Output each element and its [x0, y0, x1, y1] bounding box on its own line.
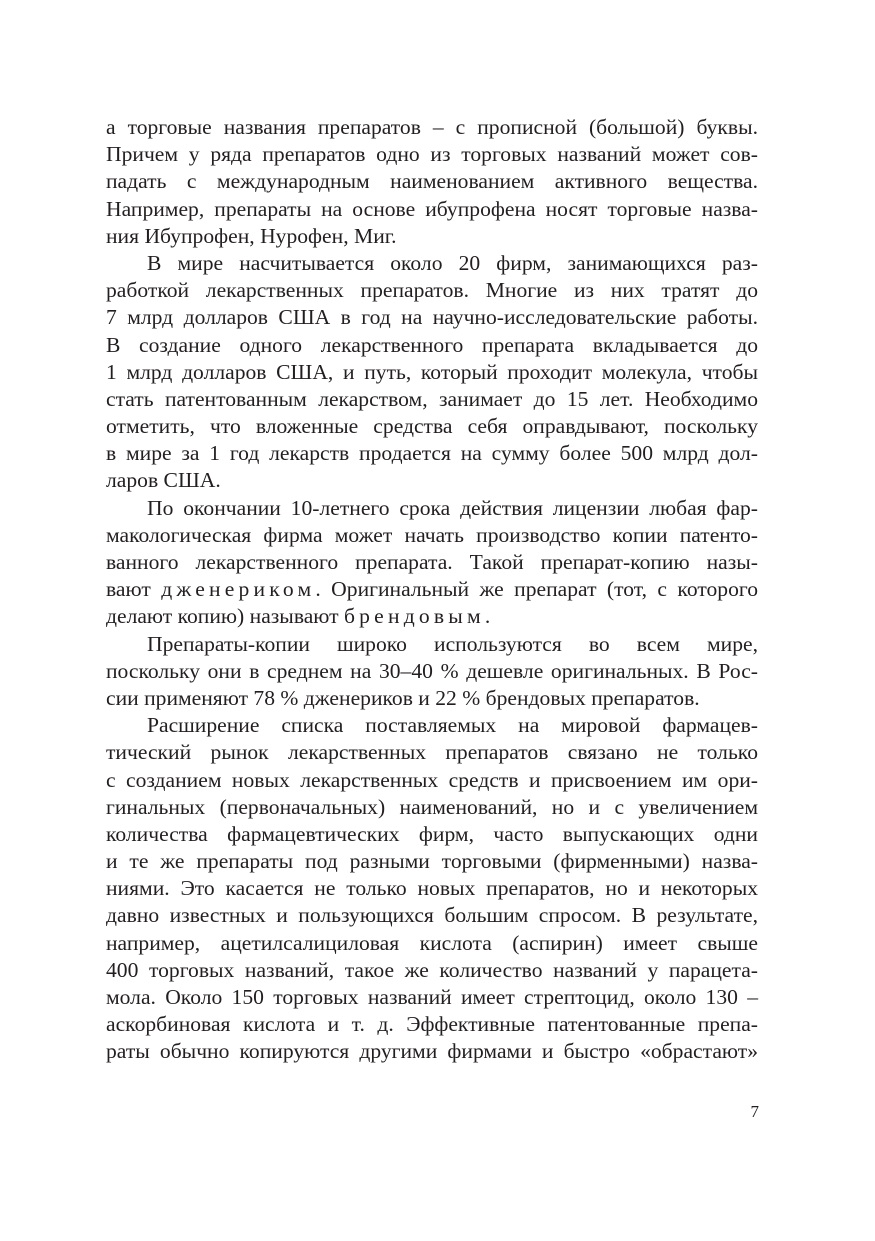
text-line: ния Ибупрофен, Нурофен, Миг.	[106, 223, 397, 248]
text-line: Расширение списка поставляемых на мировой фармацев-	[147, 713, 758, 738]
text-fragment: .	[484, 604, 491, 629]
text-line: мола. Около 150 торговых названий имеет стрептоцид, около 130 –	[106, 985, 758, 1009]
text-line: По окончании 10-летнего срока действия лицензии любая фар-	[147, 495, 758, 520]
text-line: поскольку они в среднем на 30–40 % дешевле оригинальных. В Рос-	[106, 658, 758, 683]
text-line: макологическая фирма может начать производство копии патенто-	[106, 522, 758, 547]
text-line: раты обычно копируются другими фирмами и быстро «обрастают»	[106, 1039, 758, 1064]
text-line: В создание одного лекарственного препарата вкладывается до	[106, 332, 758, 357]
text-line: Например, препараты на основе ибупрофена носят торговые назва-	[106, 196, 758, 221]
page-number: 7	[750, 1102, 759, 1121]
text-line: в мире за 1 год лекарств продается на сумму более 500 млрд дол-	[106, 441, 758, 466]
text-line: ларов США.	[106, 468, 221, 493]
text-line: сии применяют 78 % дженериков и 22 % брендовых препаратов.	[106, 685, 700, 710]
body-text	[106, 114, 758, 1066]
text-line: 7 млрд долларов США в год на научно-исследовательские работы.	[106, 305, 758, 330]
text-line: 400 торговых названий, такое же количество названий у парацета-	[106, 957, 758, 982]
text-line: тический рынок лекарственных препаратов связано не только	[106, 740, 758, 765]
text-line: Причем у ряда препаратов одно из торговых названий может сов-	[106, 142, 758, 167]
text-line: стать патентованным лекарством, занимает до 15 лет. Необходимо	[106, 386, 758, 411]
text-fragment: делают копию) называют	[106, 604, 344, 629]
text-line: гинальных (первоначальных) наименований, но и с увеличением	[106, 794, 758, 819]
text-line: Препараты-копии широко используются во всем мире,	[147, 631, 758, 656]
text-line	[106, 603, 758, 630]
text-line: количества фармацевтических фирм, часто выпускающих одни	[106, 821, 758, 846]
text-line: и те же препараты под разными торговыми (фирменными) назва-	[106, 849, 758, 874]
text-line: ванного лекарственного препарата. Такой препарат-копию назы-	[106, 550, 758, 574]
text-line: ниями. Это касается не только новых препаратов, но и некоторых	[106, 876, 758, 901]
text-line: 1 млрд долларов США, и путь, который проходит молекула, чтобы	[106, 359, 758, 384]
text-line: например, ацетилсалициловая кислота (аспирин) имеет свыше	[106, 930, 758, 955]
text-line: падать с международным наименованием активного вещества.	[106, 169, 758, 194]
text-line: с созданием новых лекарственных средств и присвоением им ори-	[106, 767, 758, 792]
text-line: работкой лекарственных препаратов. Многие из них тратят до	[106, 278, 758, 303]
term-brand: брендовым	[344, 604, 485, 629]
text-fragment: . Оригинальный же препарат (тот, с которого	[315, 577, 758, 602]
text-fragment: вают	[106, 577, 162, 602]
text-line	[106, 576, 758, 603]
text-line: аскорбиновая кислота и т. д. Эффективные патентованные препа-	[106, 1012, 758, 1037]
text-line: отметить, что вложенные средства себя оправдывают, поскольку	[106, 414, 758, 439]
term-generic: дженериком	[161, 577, 316, 602]
text-line: давно известных и пользующихся большим спросом. В результате,	[106, 903, 758, 928]
text-line: а торговые названия препаратов – с прописной (большой) буквы.	[106, 115, 758, 139]
text-line: В мире насчитывается около 20 фирм, занимающихся раз-	[147, 250, 758, 275]
